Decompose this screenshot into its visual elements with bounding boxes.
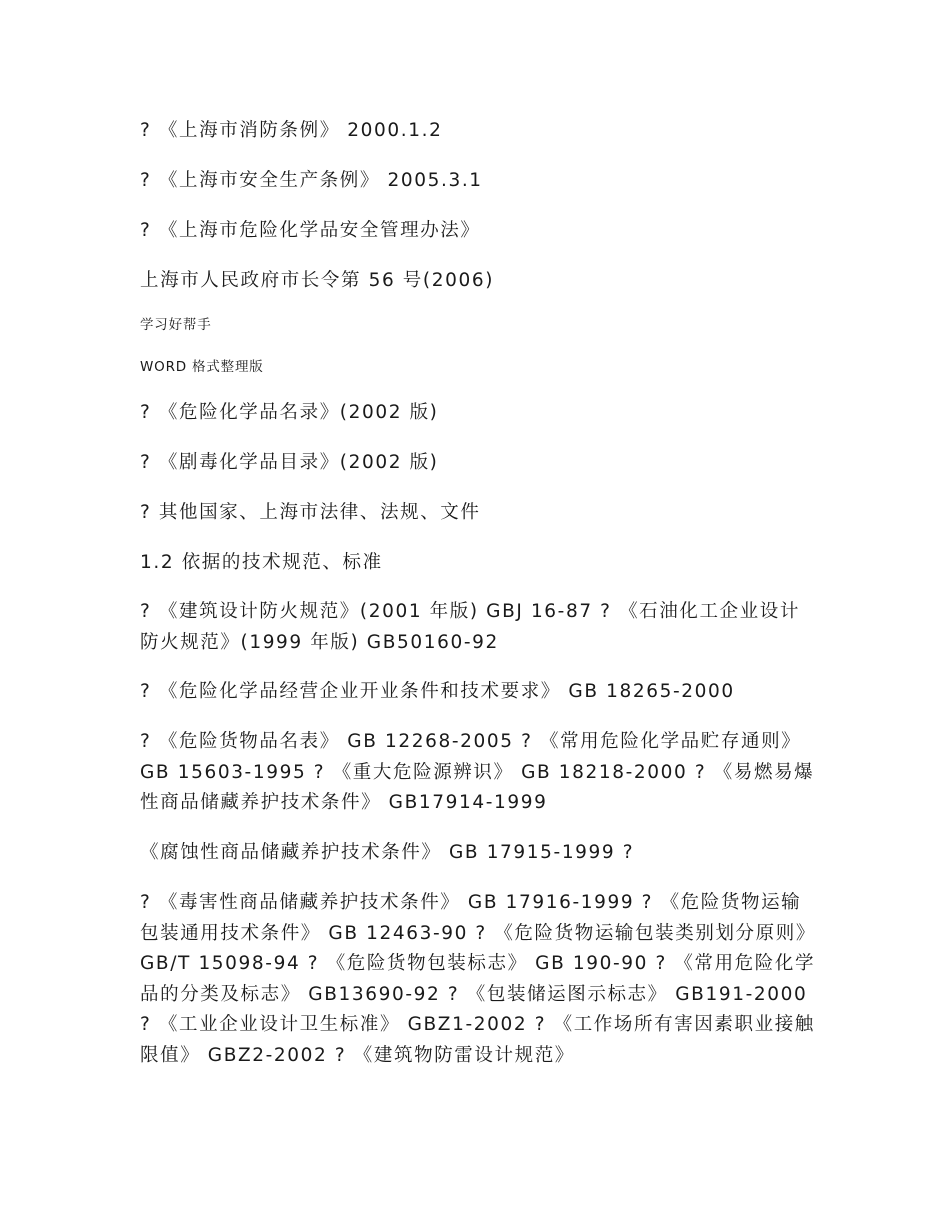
text-line: 《腐蚀性商品储藏养护技术条件》 GB 17915-1999 ? [140, 842, 635, 863]
text-line: ? 《上海市危险化学品安全管理办法》 [140, 220, 481, 241]
watermark-line: 学习好帮手 [140, 317, 212, 333]
text-line: ? 《危险化学品名录》(2002 版) [140, 402, 439, 423]
text-paragraph: ? 《建筑设计防火规范》(2001 年版) GBJ 16-87 ? 《石油化工企业设计防火规范》(1999 年版) GB50160-92 [140, 601, 800, 653]
text-paragraph: ? 《毒害性商品储藏养护技术条件》 GB 17916-1999 ? 《危险货物运输包装通用技术条件》 GB 12463-90 ? 《危险货物运输包装类别划分原则》 GB/T 15098-94 ? 《危险货物包装标志》 GB 190-90 ? 《常用危险化学品的分类及标志》 GB13690-92 ? 《包装储运图示标志》 GB191-2000 ? 《工业企业设计卫生标准》 GBZ1-2002 ? 《工作场所有害因素职业接触限值》 GBZ2-2002 ? 《建筑物防雷设计规范》 [140, 892, 816, 1066]
watermark-line: WORD 格式整理版 [140, 359, 264, 375]
text-line: ? 《上海市消防条例》 2000.1.2 [140, 120, 443, 141]
text-line: ? 其他国家、上海市法律、法规、文件 [140, 502, 481, 523]
text-line: ? 《上海市安全生产条例》 2005.3.1 [140, 170, 483, 191]
text-line: ? 《剧毒化学品目录》(2002 版) [140, 452, 439, 473]
text-line: ? 《危险化学品经营企业开业条件和技术要求》 GB 18265-2000 [140, 681, 735, 702]
section-heading: 1.2 依据的技术规范、标准 [140, 552, 383, 573]
text-line: 上海市人民政府市长令第 56 号(2006) [140, 270, 495, 291]
text-paragraph: ? 《危险货物品名表》 GB 12268-2005 ? 《常用危险化学品贮存通则》 GB 15603-1995 ? 《重大危险源辨识》 GB 18218-2000 ? 《易燃易爆性商品储藏养护技术条件》 GB17914-1999 [140, 731, 815, 813]
